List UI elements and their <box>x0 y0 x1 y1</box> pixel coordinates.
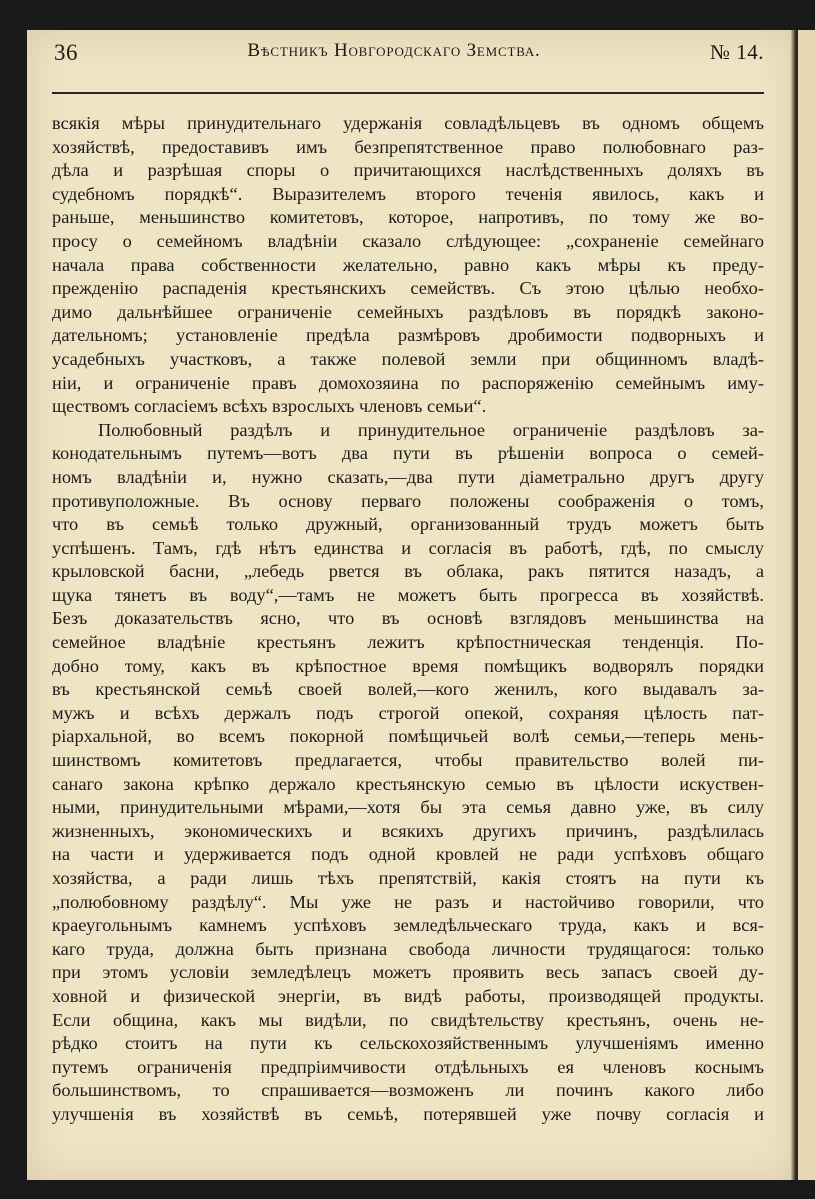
paragraph <box>52 112 764 419</box>
text-line: конодательнымъ путемъ—вотъ два пути въ рѣшеніи вопроса о семей- <box>52 443 764 464</box>
text-line: хозяйствѣ, предоставивъ имъ безпрепятственное право полюбовнаго раз- <box>52 136 764 157</box>
text-line: судебномъ порядкѣ“. Выразителемъ второго теченія явилось, какъ и <box>52 183 764 204</box>
text-line: Если община, какъ мы видѣли, по свидѣтельству крестьянъ, очень не- <box>52 1009 764 1030</box>
text-line: успѣшенъ. Тамъ, гдѣ нѣтъ единства и согласія въ работѣ, гдѣ, по смыслу <box>52 537 764 558</box>
text-line: хозяйства, а ради лишь тѣхъ препятствій, какія стоятъ на пути къ <box>52 868 764 888</box>
text-line: ріархальной, во всемъ покорной помѣщичьей волѣ семьи,—теперь мень- <box>52 726 764 747</box>
text-line: Безъ доказательствъ ясно, что въ основѣ взглядовъ меньшинства на <box>52 608 764 629</box>
text-line: мужъ и всѣхъ держалъ подъ строгой опекой, сохраняя цѣлость пат- <box>52 702 764 723</box>
text-line: жизненныхъ, экономическихъ и всякихъ другихъ причинъ, раздѣлилась <box>52 820 764 841</box>
text-line: прежденію распаденія крестьянскихъ семействъ. Съ этою цѣлью необхо- <box>52 278 764 299</box>
text-line: ными, принудительными мѣрами,—хотя бы эта семья давно уже, въ силу <box>52 797 764 818</box>
text-line: каго труда, должна быть признана свобода личности трудящагося: только <box>52 938 764 959</box>
next-page-edge <box>798 30 815 1180</box>
text-line: семейное владѣніе крестьянъ лежитъ крѣпостническая тенденція. По- <box>52 632 764 653</box>
text-line: „полюбовному раздѣлу“. Мы уже не разъ и настойчиво говорили, что <box>52 891 764 912</box>
text-line: въ крестьянской семьѣ своей волей,—кого женилъ, кого выдавалъ за- <box>52 679 764 700</box>
text-line: Полюбовный раздѣлъ и принудительное ограниченіе раздѣловъ за- <box>98 419 764 440</box>
text-line: шинствомъ комитетовъ предлагается, чтобы правительство волей пи- <box>52 750 764 771</box>
text-line: всякія мѣры принудительнаго удержанія совладѣльцевъ въ одномъ общемъ <box>52 113 764 133</box>
text-line: добно тому, какъ въ крѣпостное время помѣщикъ водворялъ порядки <box>52 655 764 676</box>
text-line: ніи, и ограниченіе правъ домохозяина по распоряженію семейнымъ иму- <box>52 372 764 393</box>
text-line: на части и удерживается подъ одной кровлей не ради успѣховъ общаго <box>52 844 764 865</box>
text-line: крыловской басни, „лебедь рвется въ облака, ракъ пятится назадъ, а <box>52 561 764 582</box>
paragraph <box>52 419 764 1127</box>
text-line: просу о семейномъ владѣніи сказало слѣдующее: „сохраненіе семейнаго <box>52 230 764 251</box>
journal-title: Вѣстникъ Новгородскаго Земства. <box>247 40 541 61</box>
text-line: большинствомъ, то спрашивается—возможенъ ли починъ какого либо <box>52 1080 764 1101</box>
page-number: 36 <box>54 40 78 65</box>
text-line: что въ семьѣ только дружный, организованный трудъ можетъ быть <box>52 514 764 535</box>
text-line: номъ владѣніи и, нужно сказать,—два пути діаметрально другъ другу <box>52 466 764 487</box>
text-line: улучшенія въ хозяйствѣ въ семьѣ, потерявшей уже почву согласія и <box>52 1103 764 1124</box>
header-rule <box>52 92 764 94</box>
text-line: ховной и физической энергіи, въ видѣ работы, производящей продукты. <box>52 985 764 1006</box>
text-line: щука тянетъ въ воду“,—тамъ не можетъ быть прогресса въ хозяйствѣ. <box>52 584 764 605</box>
text-line: дательномъ; установленіе предѣла размѣровъ дробимости подворныхъ и <box>52 325 764 346</box>
issue-number: № 14. <box>709 40 764 64</box>
text-line: димо дальнѣйшее ограниченіе семейныхъ раздѣловъ въ порядкѣ законо- <box>52 301 764 322</box>
text-line: противуположные. Въ основу перваго положены соображенія о томъ, <box>52 490 764 511</box>
text-line: начала права собственности желательно, равно какъ мѣры къ преду- <box>52 254 764 275</box>
text-line: ществомъ согласіемъ всѣхъ взрослыхъ членовъ семьи“. <box>52 396 487 417</box>
text-line: раньше, меньшинство комитетовъ, которое, напротивъ, по тому же во- <box>52 207 764 228</box>
article-body <box>52 112 764 1127</box>
text-line: путемъ ограниченія предпріимчивости отдѣльныхъ ея членовъ коснымъ <box>52 1056 764 1077</box>
text-line: рѣдко стоитъ на пути къ сельскохозяйственнымъ улучшеніямъ именно <box>52 1033 764 1054</box>
text-line: санаго закона крѣпко держало крестьянскую семью въ цѣлости искуствен- <box>52 773 764 794</box>
text-line: краеугольнымъ камнемъ успѣховъ земледѣльческаго труда, какъ и вся- <box>52 915 764 936</box>
text-line: усадебныхъ участковъ, а также полевой земли при общинномъ владѣ- <box>52 348 764 369</box>
text-line: при этомъ условіи земледѣлецъ можетъ проявить весь запасъ своей ду- <box>52 962 764 983</box>
running-header <box>54 40 764 80</box>
text-line: дѣла и разрѣшая споры о причитающихся наслѣдственныхъ доляхъ въ <box>52 160 764 181</box>
